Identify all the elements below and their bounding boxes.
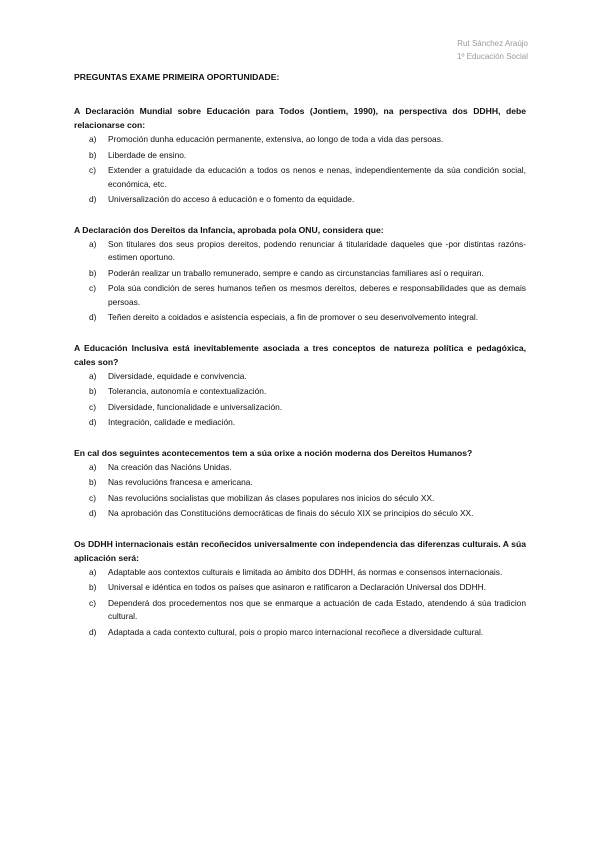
option-text: Tolerancia, autonomía e contextualización. <box>108 386 267 396</box>
option-text: Na creación das Nacións Unidas. <box>108 461 232 472</box>
option-text: Na aprobación das Constitucións democráticas de finais do século XIX se principios do século XX. <box>108 508 474 518</box>
option-letter: d) <box>89 312 97 322</box>
answer-option <box>74 626 526 640</box>
exam-content <box>74 72 526 655</box>
option-letter: b) <box>89 149 97 160</box>
answer-option <box>74 507 526 521</box>
answer-option <box>74 282 526 309</box>
answer-option <box>74 492 526 506</box>
answer-option <box>74 401 526 415</box>
option-letter: b) <box>89 582 97 592</box>
option-letter: b) <box>89 267 97 278</box>
question-block <box>74 446 526 521</box>
option-text: Poderán realizar un traballo remunerado, sempre e cando as circunstancias familiares así o requiran. <box>108 267 484 278</box>
question-list <box>74 104 526 639</box>
option-letter: a) <box>89 134 97 144</box>
author-name: Rut Sánchez Araújo <box>457 39 528 48</box>
option-letter: a) <box>89 461 97 472</box>
option-text: Teñen dereito a coidados e asistencia especiais, a fin de promover o seu desenvolvemento integral. <box>108 312 479 322</box>
answer-option <box>74 238 526 265</box>
option-text: Adaptable aos contextos culturais e limitada ao ámbito dos DDHH, ás normas e consensos internacionais. <box>108 566 503 577</box>
question-text: A Declaración Mundial sobre Educación para Todos (Jontiem, 1990), na perspectiva dos DDHH, debe relacionarse con: <box>74 106 526 130</box>
answer-option <box>74 133 526 147</box>
option-text: Diversidade, funcionalidade e universalización. <box>108 401 283 412</box>
answer-option <box>74 597 526 624</box>
option-text: Son titulares dos seus propios dereitos, podendo renunciar á titularidade daqueles que -por distintas razóns- estimen oportuno. <box>108 238 526 262</box>
option-letter: b) <box>89 477 97 487</box>
option-letter: d) <box>89 194 97 204</box>
question-text: A Declaración dos Dereitos da Infancia, aprobada pola ONU, considera que: <box>74 224 384 235</box>
option-letter: c) <box>89 165 96 175</box>
course-name: 1º Educación Social <box>457 52 528 61</box>
answer-option <box>74 461 526 475</box>
document-title: PREGUNTAS EXAME PRIMEIRA OPORTUNIDADE: <box>74 72 280 82</box>
option-text: Promoción dunha educación permanente, extensiva, ao longo de toda a vida das persoas. <box>108 134 444 144</box>
answer-option <box>74 193 526 207</box>
option-text: Nas revolucións francesa e americana. <box>108 477 253 487</box>
option-letter: a) <box>89 566 97 577</box>
option-letter: c) <box>89 401 96 412</box>
answer-option <box>74 311 526 325</box>
option-letter: b) <box>89 386 97 396</box>
option-text: Dependerá dos procedementos nos que se enmarque a actuación de cada Estado, atendendo á súa tradicion cultural. <box>108 597 526 621</box>
answer-option <box>74 370 526 384</box>
question-text: A Educación Inclusiva está inevitablemente asociada a tres conceptos de natureza política e pedagóxica, cales son? <box>74 342 526 367</box>
option-letter: c) <box>89 597 96 608</box>
answer-option <box>74 476 526 490</box>
option-letter: a) <box>89 370 97 381</box>
option-text: Adaptada a cada contexto cultural, pois o propio marco internacional recoñece a diversidade cultural. <box>108 626 484 637</box>
option-letter: a) <box>89 238 97 249</box>
option-letter: c) <box>89 283 96 293</box>
option-text: Diversidade, equidade e convivencia. <box>108 370 247 381</box>
answer-option <box>74 416 526 430</box>
question-block <box>74 537 526 640</box>
answer-option <box>74 164 526 191</box>
option-text: Extender a gratuidade da educación a todos os nenos e nenas, independientemente da súa condición social, económica, etc. <box>108 165 526 189</box>
answer-option <box>74 149 526 163</box>
answer-option <box>74 385 526 399</box>
option-text: Integración, calidade e mediación. <box>108 417 236 427</box>
answer-option <box>74 267 526 281</box>
question-text: Os DDHH internacionais están recoñecidos universalmente con independencia das diferenzas culturais. A súa aplicación será: <box>74 538 526 563</box>
option-letter: d) <box>89 417 97 427</box>
question-block <box>74 223 526 325</box>
option-text: Pola súa condición de seres humanos teñen os mesmos dereitos, deberes e responsabilidades que as demais persoas. <box>108 283 526 307</box>
option-text: Nas revolucións socialistas que mobilizan ás clases populares nos inicios do século XX. <box>108 492 435 503</box>
option-letter: c) <box>89 492 96 503</box>
option-letter: d) <box>89 626 97 637</box>
answer-option <box>74 581 526 595</box>
answer-option <box>74 566 526 580</box>
option-text: Universalización do acceso á educación e o fomento da equidade. <box>108 194 355 204</box>
question-block <box>74 104 526 207</box>
question-block <box>74 341 526 430</box>
option-text: Universal e idéntica en todos os países que asinaron e ratificaron a Declaración Universal dos DDHH. <box>108 582 486 592</box>
option-text: Liberdade de ensino. <box>108 149 187 160</box>
option-letter: d) <box>89 508 97 518</box>
page-header <box>457 37 528 63</box>
question-text: En cal dos seguintes acontecementos tem a súa orixe a noción moderna dos Dereitos Humanos? <box>74 447 473 458</box>
